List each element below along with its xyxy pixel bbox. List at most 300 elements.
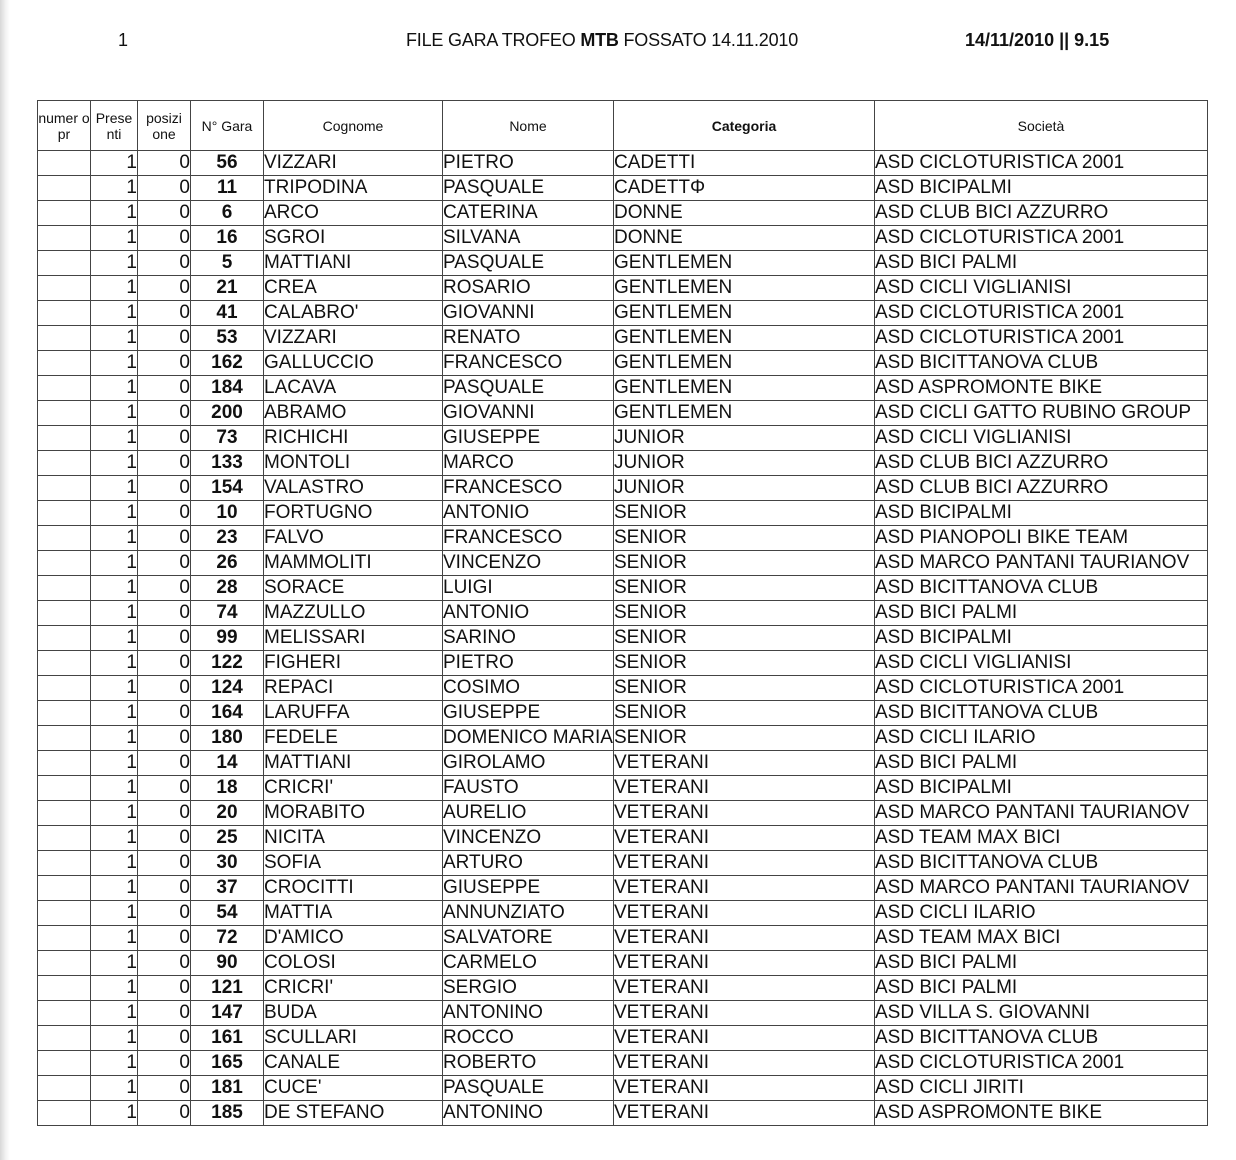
cell-numero xyxy=(38,876,91,901)
table-row xyxy=(38,726,1208,751)
cell-presenti: 1 xyxy=(91,1051,138,1076)
cell-numero-gara: 164 xyxy=(191,701,264,726)
table-row xyxy=(38,226,1208,251)
cell-numero-gara: 21 xyxy=(191,276,264,301)
cell-nome: PASQUALE xyxy=(443,251,614,276)
cell-categoria: CADETTI xyxy=(614,151,875,176)
cell-categoria: GENTLEMEN xyxy=(614,301,875,326)
cell-nome: GIUSEPPE xyxy=(443,701,614,726)
cell-numero xyxy=(38,476,91,501)
cell-societa: ASD ASPROMONTE BIKE xyxy=(875,376,1208,401)
cell-posizione: 0 xyxy=(138,301,191,326)
cell-presenti: 1 xyxy=(91,726,138,751)
cell-nome: PIETRO xyxy=(443,151,614,176)
col-header-categoria: Categoria xyxy=(614,101,875,151)
cell-nome: SERGIO xyxy=(443,976,614,1001)
cell-cognome: CANALE xyxy=(264,1051,443,1076)
cell-nome: VINCENZO xyxy=(443,551,614,576)
cell-nome: PASQUALE xyxy=(443,1076,614,1101)
cell-posizione: 0 xyxy=(138,876,191,901)
cell-posizione: 0 xyxy=(138,901,191,926)
table-row xyxy=(38,251,1208,276)
cell-numero-gara: 161 xyxy=(191,1026,264,1051)
cell-societa: ASD MARCO PANTANI TAURIANOV xyxy=(875,551,1208,576)
cell-numero-gara: 90 xyxy=(191,951,264,976)
cell-nome: FRANCESCO xyxy=(443,476,614,501)
cell-cognome: FALVO xyxy=(264,526,443,551)
cell-posizione: 0 xyxy=(138,1101,191,1126)
cell-nome: ROCCO xyxy=(443,1026,614,1051)
cell-nome: FRANCESCO xyxy=(443,351,614,376)
table-body xyxy=(38,151,1208,1126)
table-row xyxy=(38,501,1208,526)
table-row xyxy=(38,401,1208,426)
cell-numero-gara: 154 xyxy=(191,476,264,501)
cell-posizione: 0 xyxy=(138,576,191,601)
cell-numero xyxy=(38,776,91,801)
results-table xyxy=(37,100,1208,1126)
cell-numero xyxy=(38,151,91,176)
col-header-cognome: Cognome xyxy=(264,101,443,151)
cell-nome: PASQUALE xyxy=(443,176,614,201)
table-row xyxy=(38,426,1208,451)
table-row xyxy=(38,676,1208,701)
table-row xyxy=(38,951,1208,976)
cell-posizione: 0 xyxy=(138,1051,191,1076)
cell-nome: ANTONINO xyxy=(443,1001,614,1026)
cell-presenti: 1 xyxy=(91,901,138,926)
cell-presenti: 1 xyxy=(91,1076,138,1101)
cell-numero xyxy=(38,276,91,301)
cell-posizione: 0 xyxy=(138,1026,191,1051)
cell-numero-gara: 26 xyxy=(191,551,264,576)
cell-presenti: 1 xyxy=(91,626,138,651)
cell-societa: ASD BICIPALMI xyxy=(875,176,1208,201)
cell-posizione: 0 xyxy=(138,751,191,776)
cell-categoria: GENTLEMEN xyxy=(614,351,875,376)
cell-cognome: COLOSI xyxy=(264,951,443,976)
cell-societa: ASD CICLOTURISTICA 2001 xyxy=(875,1051,1208,1076)
table-row xyxy=(38,526,1208,551)
table-row xyxy=(38,1051,1208,1076)
cell-numero xyxy=(38,626,91,651)
cell-cognome: FEDELE xyxy=(264,726,443,751)
cell-numero xyxy=(38,851,91,876)
table-row xyxy=(38,701,1208,726)
cell-posizione: 0 xyxy=(138,826,191,851)
cell-presenti: 1 xyxy=(91,576,138,601)
cell-presenti: 1 xyxy=(91,676,138,701)
table-row xyxy=(38,176,1208,201)
cell-categoria: VETERANI xyxy=(614,851,875,876)
cell-posizione: 0 xyxy=(138,176,191,201)
cell-societa: ASD CLUB BICI AZZURRO xyxy=(875,201,1208,226)
cell-numero-gara: 6 xyxy=(191,201,264,226)
cell-posizione: 0 xyxy=(138,276,191,301)
cell-presenti: 1 xyxy=(91,526,138,551)
cell-presenti: 1 xyxy=(91,251,138,276)
cell-presenti: 1 xyxy=(91,926,138,951)
cell-numero xyxy=(38,726,91,751)
cell-cognome: GALLUCCIO xyxy=(264,351,443,376)
cell-nome: ANTONIO xyxy=(443,501,614,526)
cell-nome: ROSARIO xyxy=(443,276,614,301)
cell-cognome: NICITA xyxy=(264,826,443,851)
cell-presenti: 1 xyxy=(91,976,138,1001)
cell-numero xyxy=(38,951,91,976)
cell-numero-gara: 23 xyxy=(191,526,264,551)
cell-numero-gara: 72 xyxy=(191,926,264,951)
cell-cognome: MAZZULLO xyxy=(264,601,443,626)
cell-categoria: VETERANI xyxy=(614,876,875,901)
cell-numero xyxy=(38,701,91,726)
cell-numero xyxy=(38,576,91,601)
cell-societa: ASD CICLI JIRITI xyxy=(875,1076,1208,1101)
cell-nome: COSIMO xyxy=(443,676,614,701)
cell-nome: LUIGI xyxy=(443,576,614,601)
cell-presenti: 1 xyxy=(91,151,138,176)
cell-numero xyxy=(38,526,91,551)
cell-cognome: CALABRO' xyxy=(264,301,443,326)
cell-categoria: JUNIOR xyxy=(614,476,875,501)
cell-categoria: VETERANI xyxy=(614,976,875,1001)
cell-cognome: RICHICHI xyxy=(264,426,443,451)
cell-nome: CARMELO xyxy=(443,951,614,976)
cell-posizione: 0 xyxy=(138,151,191,176)
cell-societa: ASD BICI PALMI xyxy=(875,951,1208,976)
table-row xyxy=(38,826,1208,851)
cell-numero xyxy=(38,601,91,626)
cell-nome: ANTONINO xyxy=(443,1101,614,1126)
cell-categoria: GENTLEMEN xyxy=(614,401,875,426)
cell-numero xyxy=(38,801,91,826)
cell-numero-gara: 10 xyxy=(191,501,264,526)
cell-posizione: 0 xyxy=(138,351,191,376)
cell-presenti: 1 xyxy=(91,876,138,901)
print-date: 14/11/2010 || 9.15 xyxy=(965,30,1110,50)
cell-categoria: DONNE xyxy=(614,226,875,251)
cell-posizione: 0 xyxy=(138,801,191,826)
cell-presenti: 1 xyxy=(91,701,138,726)
cell-numero xyxy=(38,751,91,776)
cell-societa: ASD BICI PALMI xyxy=(875,976,1208,1001)
cell-presenti: 1 xyxy=(91,851,138,876)
title-bold: MTB xyxy=(580,30,619,50)
cell-presenti: 1 xyxy=(91,826,138,851)
cell-numero xyxy=(38,426,91,451)
cell-numero-gara: 56 xyxy=(191,151,264,176)
table-row xyxy=(38,1026,1208,1051)
cell-cognome: MONTOLI xyxy=(264,451,443,476)
cell-numero xyxy=(38,1001,91,1026)
cell-numero-gara: 41 xyxy=(191,301,264,326)
cell-posizione: 0 xyxy=(138,476,191,501)
cell-numero-gara: 11 xyxy=(191,176,264,201)
cell-categoria: VETERANI xyxy=(614,1001,875,1026)
document-title xyxy=(406,30,798,51)
table-row xyxy=(38,326,1208,351)
cell-posizione: 0 xyxy=(138,551,191,576)
cell-categoria: VETERANI xyxy=(614,751,875,776)
table-row xyxy=(38,876,1208,901)
table-row xyxy=(38,376,1208,401)
table-row xyxy=(38,926,1208,951)
cell-presenti: 1 xyxy=(91,451,138,476)
cell-presenti: 1 xyxy=(91,501,138,526)
cell-societa: ASD BICITTANOVA CLUB xyxy=(875,351,1208,376)
cell-societa: ASD CICLI VIGLIANISI xyxy=(875,426,1208,451)
table-row xyxy=(38,1001,1208,1026)
cell-presenti: 1 xyxy=(91,1026,138,1051)
cell-nome: MARCO xyxy=(443,451,614,476)
cell-societa: ASD CLUB BICI AZZURRO xyxy=(875,476,1208,501)
cell-posizione: 0 xyxy=(138,1001,191,1026)
cell-presenti: 1 xyxy=(91,401,138,426)
cell-numero xyxy=(38,1026,91,1051)
cell-cognome: MELISSARI xyxy=(264,626,443,651)
table-row xyxy=(38,1076,1208,1101)
cell-societa: ASD BICI PALMI xyxy=(875,751,1208,776)
cell-categoria: VETERANI xyxy=(614,1101,875,1126)
cell-presenti: 1 xyxy=(91,376,138,401)
cell-cognome: MORABITO xyxy=(264,801,443,826)
cell-cognome: VIZZARI xyxy=(264,151,443,176)
cell-posizione: 0 xyxy=(138,526,191,551)
title-prefix: FILE GARA TROFEO xyxy=(406,30,581,50)
cell-numero xyxy=(38,376,91,401)
cell-nome: ARTURO xyxy=(443,851,614,876)
cell-numero-gara: 162 xyxy=(191,351,264,376)
cell-societa: ASD CICLOTURISTICA 2001 xyxy=(875,326,1208,351)
table-header xyxy=(38,101,1208,151)
cell-cognome: MATTIA xyxy=(264,901,443,926)
cell-societa: ASD BICITTANOVA CLUB xyxy=(875,1026,1208,1051)
cell-categoria: SENIOR xyxy=(614,626,875,651)
cell-posizione: 0 xyxy=(138,951,191,976)
cell-presenti: 1 xyxy=(91,226,138,251)
col-header-societa: Società xyxy=(875,101,1208,151)
table-row xyxy=(38,901,1208,926)
cell-societa: ASD CICLI VIGLIANISI xyxy=(875,276,1208,301)
cell-numero-gara: 121 xyxy=(191,976,264,1001)
table-row xyxy=(38,201,1208,226)
table-row xyxy=(38,476,1208,501)
cell-posizione: 0 xyxy=(138,601,191,626)
cell-numero-gara: 16 xyxy=(191,226,264,251)
cell-numero-gara: 147 xyxy=(191,1001,264,1026)
cell-numero xyxy=(38,676,91,701)
cell-societa: ASD TEAM MAX BICI xyxy=(875,926,1208,951)
cell-numero-gara: 25 xyxy=(191,826,264,851)
cell-categoria: SENIOR xyxy=(614,501,875,526)
cell-nome: FRANCESCO xyxy=(443,526,614,551)
cell-numero xyxy=(38,1076,91,1101)
cell-categoria: SENIOR xyxy=(614,551,875,576)
cell-numero xyxy=(38,901,91,926)
table-row xyxy=(38,351,1208,376)
cell-categoria: CADETTΦ xyxy=(614,176,875,201)
cell-posizione: 0 xyxy=(138,201,191,226)
cell-cognome: MATTIANI xyxy=(264,251,443,276)
cell-numero-gara: 54 xyxy=(191,901,264,926)
cell-presenti: 1 xyxy=(91,801,138,826)
cell-societa: ASD CICLI ILARIO xyxy=(875,726,1208,751)
cell-categoria: VETERANI xyxy=(614,826,875,851)
cell-cognome: VIZZARI xyxy=(264,326,443,351)
table-row xyxy=(38,1101,1208,1126)
cell-presenti: 1 xyxy=(91,951,138,976)
cell-cognome: CREA xyxy=(264,276,443,301)
cell-posizione: 0 xyxy=(138,401,191,426)
cell-presenti: 1 xyxy=(91,276,138,301)
cell-categoria: SENIOR xyxy=(614,726,875,751)
table-row xyxy=(38,551,1208,576)
cell-cognome: DE STEFANO xyxy=(264,1101,443,1126)
cell-numero-gara: 18 xyxy=(191,776,264,801)
table-row xyxy=(38,751,1208,776)
cell-numero xyxy=(38,301,91,326)
cell-numero-gara: 200 xyxy=(191,401,264,426)
col-header-numero-gara: N° Gara xyxy=(191,101,264,151)
cell-societa: ASD MARCO PANTANI TAURIANOV xyxy=(875,876,1208,901)
cell-numero xyxy=(38,401,91,426)
cell-numero xyxy=(38,351,91,376)
cell-cognome: FORTUGNO xyxy=(264,501,443,526)
cell-categoria: GENTLEMEN xyxy=(614,276,875,301)
cell-societa: ASD BICITTANOVA CLUB xyxy=(875,851,1208,876)
cell-nome: PASQUALE xyxy=(443,376,614,401)
title-suffix: FOSSATO 14.11.2010 xyxy=(618,30,799,50)
cell-nome: SILVANA xyxy=(443,226,614,251)
cell-categoria: GENTLEMEN xyxy=(614,251,875,276)
cell-cognome: CRICRI' xyxy=(264,976,443,1001)
scan-edge-shadow xyxy=(0,0,10,1160)
cell-cognome: SCULLARI xyxy=(264,1026,443,1051)
cell-numero-gara: 185 xyxy=(191,1101,264,1126)
cell-nome: RENATO xyxy=(443,326,614,351)
cell-categoria: VETERANI xyxy=(614,1076,875,1101)
cell-societa: ASD BICITTANOVA CLUB xyxy=(875,701,1208,726)
cell-cognome: TRIPODINA xyxy=(264,176,443,201)
table-row xyxy=(38,651,1208,676)
cell-numero-gara: 122 xyxy=(191,651,264,676)
cell-presenti: 1 xyxy=(91,551,138,576)
cell-posizione: 0 xyxy=(138,426,191,451)
cell-cognome: CROCITTI xyxy=(264,876,443,901)
cell-societa: ASD ASPROMONTE BIKE xyxy=(875,1101,1208,1126)
cell-posizione: 0 xyxy=(138,851,191,876)
cell-numero-gara: 181 xyxy=(191,1076,264,1101)
cell-presenti: 1 xyxy=(91,201,138,226)
cell-posizione: 0 xyxy=(138,976,191,1001)
cell-numero-gara: 28 xyxy=(191,576,264,601)
cell-societa: ASD TEAM MAX BICI xyxy=(875,826,1208,851)
table-row xyxy=(38,801,1208,826)
cell-presenti: 1 xyxy=(91,301,138,326)
cell-numero xyxy=(38,826,91,851)
page-number: 1 xyxy=(118,30,129,50)
cell-nome: FAUSTO xyxy=(443,776,614,801)
cell-societa: ASD CICLOTURISTICA 2001 xyxy=(875,676,1208,701)
cell-nome: DOMENICO MARIA xyxy=(443,726,614,751)
cell-numero-gara: 5 xyxy=(191,251,264,276)
cell-cognome: CRICRI' xyxy=(264,776,443,801)
cell-cognome: VALASTRO xyxy=(264,476,443,501)
cell-nome: GIOVANNI xyxy=(443,301,614,326)
cell-cognome: REPACI xyxy=(264,676,443,701)
col-header-numero: numer o pr xyxy=(38,101,91,151)
cell-posizione: 0 xyxy=(138,651,191,676)
cell-numero xyxy=(38,501,91,526)
cell-numero-gara: 99 xyxy=(191,626,264,651)
cell-numero-gara: 30 xyxy=(191,851,264,876)
cell-societa: ASD MARCO PANTANI TAURIANOV xyxy=(875,801,1208,826)
cell-categoria: SENIOR xyxy=(614,526,875,551)
cell-societa: ASD CICLOTURISTICA 2001 xyxy=(875,301,1208,326)
cell-cognome: ABRAMO xyxy=(264,401,443,426)
cell-nome: GIUSEPPE xyxy=(443,426,614,451)
cell-societa: ASD BICI PALMI xyxy=(875,251,1208,276)
cell-numero xyxy=(38,1101,91,1126)
cell-categoria: VETERANI xyxy=(614,901,875,926)
cell-presenti: 1 xyxy=(91,601,138,626)
cell-categoria: DONNE xyxy=(614,201,875,226)
cell-presenti: 1 xyxy=(91,651,138,676)
cell-presenti: 1 xyxy=(91,426,138,451)
cell-cognome: MAMMOLITI xyxy=(264,551,443,576)
table-row xyxy=(38,451,1208,476)
cell-categoria: SENIOR xyxy=(614,651,875,676)
table-row xyxy=(38,576,1208,601)
cell-numero-gara: 37 xyxy=(191,876,264,901)
cell-cognome: LACAVA xyxy=(264,376,443,401)
cell-categoria: VETERANI xyxy=(614,776,875,801)
cell-categoria: VETERANI xyxy=(614,801,875,826)
cell-presenti: 1 xyxy=(91,351,138,376)
cell-numero-gara: 165 xyxy=(191,1051,264,1076)
cell-categoria: VETERANI xyxy=(614,951,875,976)
cell-cognome: MATTIANI xyxy=(264,751,443,776)
table-row xyxy=(38,776,1208,801)
cell-numero xyxy=(38,201,91,226)
cell-categoria: SENIOR xyxy=(614,576,875,601)
cell-posizione: 0 xyxy=(138,1076,191,1101)
cell-numero-gara: 20 xyxy=(191,801,264,826)
cell-nome: GIOVANNI xyxy=(443,401,614,426)
cell-societa: ASD BICITTANOVA CLUB xyxy=(875,576,1208,601)
cell-numero-gara: 124 xyxy=(191,676,264,701)
cell-posizione: 0 xyxy=(138,626,191,651)
cell-societa: ASD CLUB BICI AZZURRO xyxy=(875,451,1208,476)
cell-presenti: 1 xyxy=(91,776,138,801)
cell-cognome: D'AMICO xyxy=(264,926,443,951)
cell-numero-gara: 53 xyxy=(191,326,264,351)
cell-presenti: 1 xyxy=(91,1101,138,1126)
cell-posizione: 0 xyxy=(138,676,191,701)
cell-numero-gara: 184 xyxy=(191,376,264,401)
table-row xyxy=(38,301,1208,326)
cell-posizione: 0 xyxy=(138,326,191,351)
cell-posizione: 0 xyxy=(138,726,191,751)
cell-presenti: 1 xyxy=(91,176,138,201)
cell-nome: SALVATORE xyxy=(443,926,614,951)
cell-posizione: 0 xyxy=(138,376,191,401)
cell-nome: AURELIO xyxy=(443,801,614,826)
table-row xyxy=(38,601,1208,626)
cell-cognome: CUCE' xyxy=(264,1076,443,1101)
cell-nome: SARINO xyxy=(443,626,614,651)
cell-cognome: SOFIA xyxy=(264,851,443,876)
